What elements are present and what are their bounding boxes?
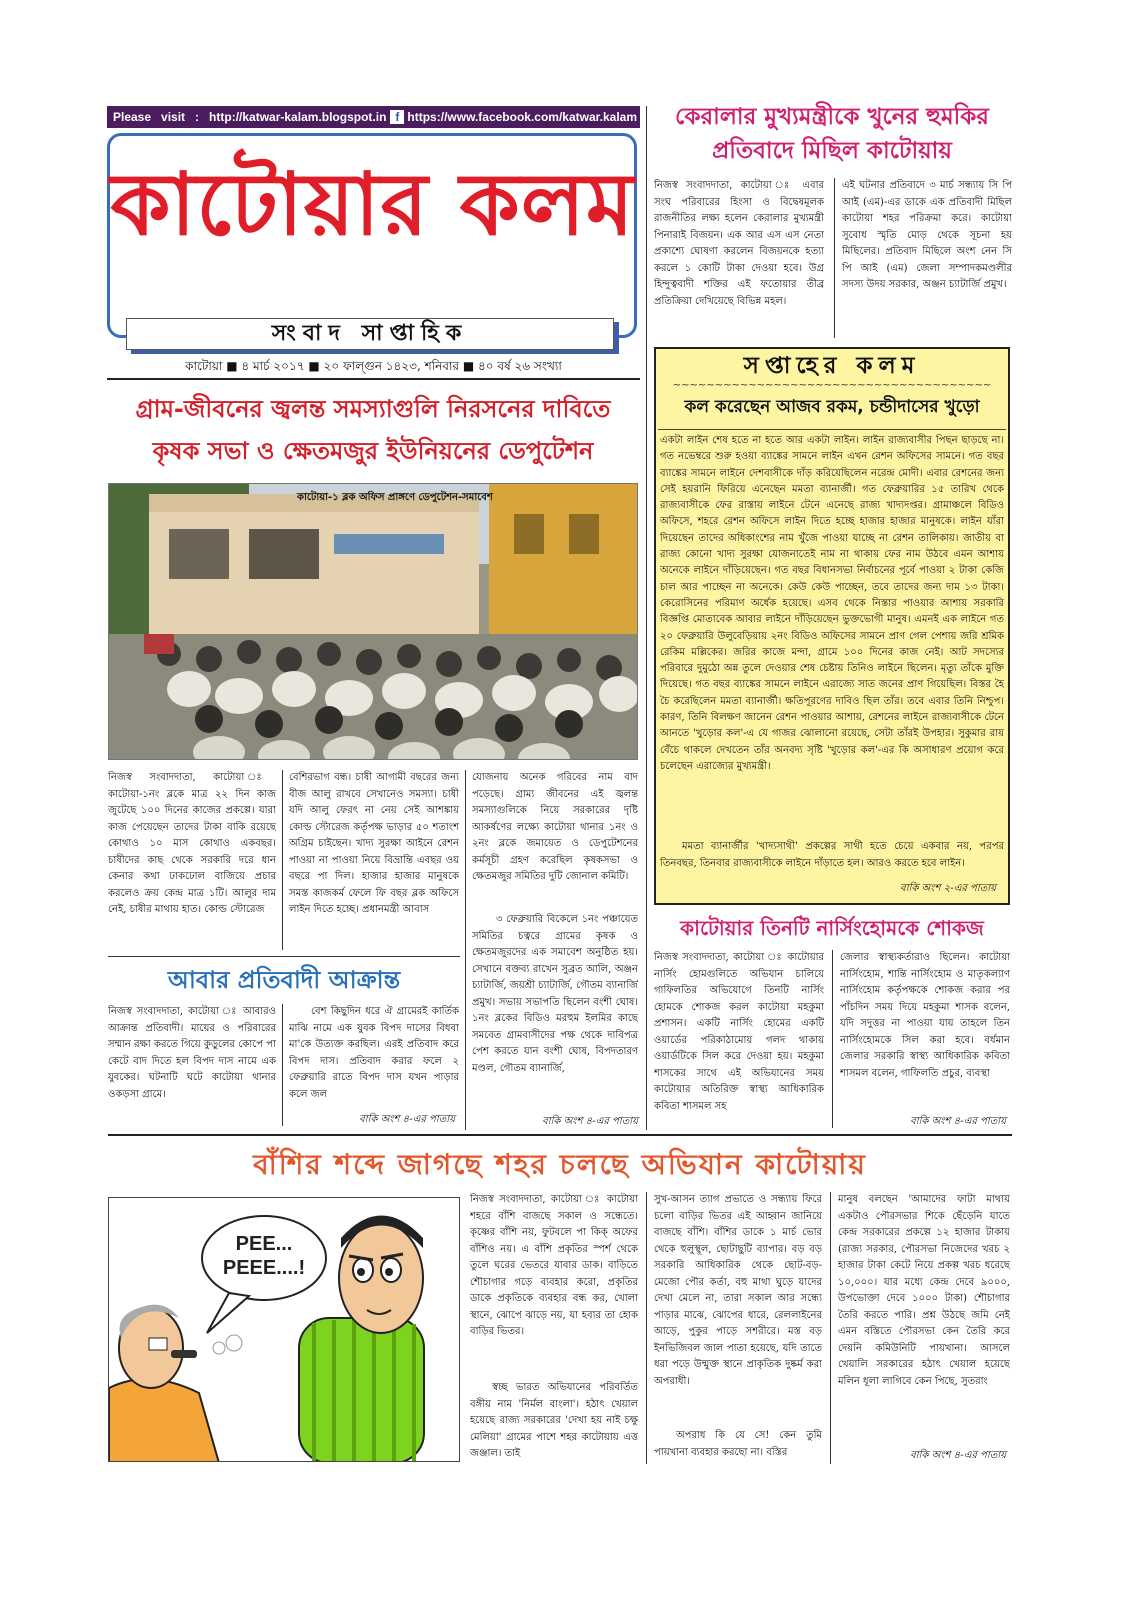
whistle-headline: বাঁশির শব্দে জাগছে শহর চলছে অভিযান কাটোয়ায় (253, 1148, 867, 1181)
whistle-column-2b: অপরাধ কি যে সে! কেন তুমি পায়খানা ব্যবহার করছো না। বস্তির (654, 1430, 822, 1458)
nursing-column-2: জেলার স্বাস্থ্যকর্তারাও ছিলেন। কাটোয়া নার্সিংহোম, শান্তি নার্সিংহোম ও মাতৃকল্যাণ নার্সিংহোম কর্তৃপক্ষকে শোকজ করার পর পাঁচদিন সময় দিয়ে মহকুমা শাসক বলেন, যদি সদুত্তর না পাওয়া যায় তাহলে তিন নার্সিংহোমকে সিল করা হবে। বর্ধমান জেলার সরকারি স্বাস্থ্য আধিকারিক কবিতা শাসমল বলেন, গাফিলতি প্রচুর, ব্যবস্থা (840, 952, 1010, 1079)
cartoon-illustration (109, 1198, 460, 1462)
whistle-column-2a: সুখ-আসন ত্যাগ প্রভাতে ও সন্ধ্যায় ফিরে চলো বাড়ির ভিতর এই আহ্বান জানিয়ে বাজছে বাঁশি। বাঁশির ডাকে ১ মার্চ ভোর থেকে হুলুস্থূল, ছোটাছুটি ব্যাপার। বড় বড় সরকারি আধিকারিক থেকে ছোট-বড়- মেজো পৌর কর্তা, বহু মাথা ঘুড়ে যাদের দেখা মেলে না, তারা সকাল আর সন্ধ্যে পাড়ার মাঝে, ঝোপের ধারে, রেললাইনের আড়ে, পুকুর পাড়ে সশরীরে। মস্ত বড় ইনভিজিবল জাল পাতা হয়েছে, যদি তাতে ধরা পড়ে উন্মুক্ত স্থানে প্রাকৃতিক দুষ্কর্ম করা অপরাধী। (654, 1194, 822, 1387)
deputation-column-3b: ৩ ফেব্রুয়ারি বিকেলে ১নং পঞ্চায়েত সমিতির চত্বরে গ্রামের কৃষক ও ক্ষেতমজুরদের এক সমাবেশ অনুষ্ঠিত হয়। সেখানে বক্তব্য রাখেন সুব্রত আলি, অঞ্জন চ্যাটার্জি, জয়শ্রী চ্যাটার্জি, গৌতম ব্যানার্জি প্রমুখ। সভায় সভাপতি ছিলেন বংশী ঘোষ। ১নং ব্লকের বিডিও মরহুম ইলমির কাছে সমবেত গ্রামবাসীদের পক্ষ থেকে দাবিপত্র পেশ করতে যান বংশী ঘোষ, বিপদতারণ মণ্ডল, গৌতম ব্যানার্জি, (472, 914, 638, 1074)
section-rule (108, 956, 460, 957)
kerala-column-2: এই ঘটনার প্রতিবাদে ৩ মার্চ সন্ধ্যায় সি পি আই (এম)-এর ডাকে এক প্রতিবাদী মিছিল কাটোয়া শহর পরিক্রমা করে। কাটোয়া সুবোধ স্মৃতি মোড় থেকে সূচনা হয় মিছিলের। প্রতিবাদ মিছিলে অংশ নেন সি পি আই (এম) জেলা সম্পাদকমণ্ডলীর সদস্য উদয় সরকার, অঞ্জন চ্যাটার্জি প্রমুখ। (842, 180, 1012, 290)
dateline: কাটোয়া ■ ৪ মার্চ ২০১৭ ■ ২০ ফাল্গুন ১৪২৩, শনিবার ■ ৪০ বর্ষ ২৬ সংখ্যা (185, 359, 562, 373)
website-banner (107, 106, 640, 128)
weekly-column-body: একটা লাইন শেষ হতে না হতে আর একটা লাইন। লাইন রাজ্যবাসীর পিছন ছাড়ছে না। গত নভেম্বরে শুরু হওয়া ব্যাঙ্কের সামনে লাইন এখন রেশন অফিসের সামনে। গত বছর ব্যাঙ্কের সামনে লাইনে দেশবাসীকে দাঁড় করিয়েছিলেন নরেন্দ্র মোদী। এবার রেশনের জন্য সেই হয়রানি ফিরিয়ে এনেছেন মমতা ব্যানার্জী। গত ফেব্রুয়ারির ১৫ তারিখ থেকে রাজ্যবাসীকে ফের রাস্তায় লাইনে টেনে এনেছে রাজ্য খাদ্যদপ্তর। গ্রামাঞ্চলে বিডিও অফিসে, শহরে রেশন অফিসে লাইন দিতে হচ্ছে হাজার হাজার মানুষকে। লাইন যাঁরা দিয়েছেন তাদের অধিকাংশের নাম খুঁজে পাওয়া যাচ্ছে না রেশন তালিকায়। জাতীয় বা রাজ্য কোনো খাদ্য সুরক্ষা যোজনাতেই নাম না থাকায় ফের নাম উঠবে এমন আশায় অনেকে লাইনে দাঁড়িয়েছেন। গত বছর বিধানসভা নির্বাচনের পূর্বে পাওয়া ২ টাকা কেজি চাল আর পাচ্ছেন না অনেকে। কেউ কেউ পাচ্ছেন, তবে তাদের জন্য দাম ১৩ টাকা। কেরোসিনের পরিমাণ অর্ধেক হয়েছে। এসব থেকে নিস্তার পাওয়ার আশায় সরকারি বিজ্ঞপ্তি মোতাবেক আবার লাইনে দাঁড়িয়েছেন ভুক্তভোগী মানুষ। এমনই এক লাইনে গত ২০ ফেব্রুয়ারি উলুবেড়িয়ায় ২নং বিডিও অফিসের সামনে প্রাণ গেল পেশায় জরি শ্রমিক রেকিম মল্লিকের। জরির কাজে মন্দা, গ্রামে ১০০ দিনের কাজ নেই। আট সদস্যের পরিবারে দুমুঠো অন্ন তুলে দেওয়ার শেষ চেষ্টায় তিনিও লাইনে ছিলেন। মৃত্যু তাঁকে মুক্তি দিয়েছে। গত বছর ব্যাঙ্কের সামনে লাইনে এরাজ্যে সাত জনের প্রাণ গিয়েছিল। বিস্তর হৈ চৈ করেছিলেন মমতা ব্যানার্জী। ক্ষতিপূরণের দাবিও ছিল তাঁর। তবে এবার তিনি নিশ্চুপ। কারণ, তিনি বিলক্ষণ জানেন রেশন পাওয়ার আশায়, রেশনের লাইনে রাজ্যবাসীকে টেনে আনতে 'খুড়োর কল'-এ যে গাজর ঝোলানো রয়েছে, সেটা তাঁরই উপহার। সুকুমার রায় বেঁচে থাকলে দেখতেন তাঁর অনবদ্য সৃষ্টি 'খুড়োর কল'-এর কি অসাধারণ প্রয়োগ করে চলেছেন এরাজ্যের মুখ্যমন্ত্রী। (660, 435, 1004, 772)
nursing-column-1: নিজস্ব সংবাদদাতা, কাটোয়া ঃ কাটোয়ার নার্সিং হোমগুলিতে অভিযান চালিয়ে গাফিলতির অভিযোগে তিনটি নার্সিং হোমকে শোকজ করল কাটোয়া মহকুমা প্রশাসন। একটি নার্সিং হোমের একটি ওয়ার্ডের পরিকাঠামোয় গলদ থাকায় ওয়ার্ডটিকে সিল করে দেওয়া হয়। মহকুমা শাসকের সাথে এই অভিযানের সময় কাটোয়ার অতিরিক্ত স্বাস্থ্য আধিকারিক কবিতা শাসমল সহ (654, 952, 824, 1112)
column-divider (832, 950, 833, 1128)
deputation-column-1: নিজস্ব সংবাদদাতা, কাটোয়া ঃ কাটোয়া-১নং ব্লকে মাত্র ২২ দিন কাজ জুটেছে ১০০ দিনের কাজের প্রকল্পে। যারা কাজ পেয়েছেন তাদের টাকা বাকি রয়েছে কোথাও ১০ মাস কোথাও একবছর। চাষীদের কাছ থেকে সরকারি দরে ধান কেনার কথা ঢাকঢোল বাজিয়ে প্রচার করলেও ক্রয় কেন্দ্র মাত্র ১টি। আলুর দাম নেই, চাষীর মাথায় হাত। কোল্ড স্টোরেজ (108, 772, 276, 915)
page-column-divider (646, 106, 647, 1130)
deputation-headline (108, 388, 638, 472)
column-divider (282, 770, 283, 950)
whistle-cartoon (108, 1197, 460, 1462)
blog-link[interactable]: Please visit : http://katwar-kalam.blogspot.in (113, 110, 387, 124)
column-divider (465, 770, 466, 1130)
kerala-headline (652, 100, 1012, 168)
deputation-column-2: বেশিরভাগ বন্ধ। চাষী আগামী বছরের জন্য বীজ আলু রাখবে সেখানেও সমস্যা। চাষী যদি আলু ফেরৎ না নেয় সেই আশঙ্কায় কোল্ড স্টোরেজ কর্তৃপক্ষ ভাড়ার ৫০ শতাংশ অগ্রিম চাইছেন। খাদ্য সুরক্ষা আইনে রেশন পাওয়া না পাওয়া নিয়ে বিভ্রান্তি এবছর ওয় বছরে পা দিল। হাজার হাজার মানুষকে সমস্ত কাজকর্ম ফেলে ফি বছর ব্লক অফিসে লাইন দিতে হচ্ছে। প্রধানমন্ত্রী আবাস (289, 772, 459, 915)
cartoon-bubble-line1: PEE... (235, 1233, 293, 1255)
column-divider (830, 1192, 831, 1464)
crowd-photo-illustration (109, 484, 638, 760)
weekly-column-headline: কল করেছেন আজব রকম, চন্ডীদাসের খুড়ো (684, 397, 980, 417)
column-divider (646, 1192, 647, 1464)
section-rule (108, 1134, 1012, 1136)
weekly-column-jump: বাকি অংশ ২-এর পাতায় (900, 883, 996, 894)
weekly-column-rule (658, 429, 1006, 430)
photo-caption: কাটোয়া-১ ব্লক অফিস প্রাঙ্গণে ডেপুটেশন-সমাবেশ (297, 492, 493, 503)
whistle-column-1a: নিজস্ব সংবাদদাতা, কাটোয়া ঃ কাটোয়া শহরে বাঁশি বাজছে সকাল ও সন্ধেতে। কৃষ্ণের বাঁশি নয়, ফুটবলে পা কিক্ অফের বাঁশিও নয়। এ বাঁশি প্রকৃতির স্পর্শ থেকে তুলে ঘরের ভেতরে যাবার ডাক। বাড়িতে শৌচাগার গড়ে ব্যবহার করো, প্রকৃতির ডাকে প্রকৃতিকে ব্যবহার বন্ধ কর, খোলা স্থানে, ঝোপে ঝাড়ে নয়, যা হবার তা হোক বাড়ির ভিতর। (470, 1194, 638, 1337)
kerala-column-1: নিজস্ব সংবাদদাতা, কাটোয়া ঃ এবার সংঘ পরিবারের হিংসা ও বিদ্বেষমূলক রাজনীতির লক্ষ্য হলেন কেরালার মুখ্যমন্ত্রী পিনারাই বিজয়ন। এক আর এস এস নেতা প্রকাশ্যে ঘোষণা করলেন বিজয়নকে হত্যা করলে ১ কোটি টাকা দেওয়া হবে। উগ্র হিন্দুত্ববাদী শক্তির এই ফতোয়ার তীব্র প্রতিক্রিয়া দেখিয়েছে বিভিন্ন মহল। (654, 180, 824, 307)
column-divider (834, 178, 835, 338)
facebook-icon: f (390, 110, 404, 124)
nursing-jump: বাকি অংশ ৪-এর পাতায় (910, 1116, 1006, 1127)
whistle-column-1b: স্বচ্ছ ভারত অভিযানের পরিবর্তিত বঙ্গীয় নাম 'নির্মল বাংলা'। হঠাৎ খেয়াল হয়েছে রাজ্য সরকারের 'দেখা হয় নাই চক্ষু মেলিয়া' গ্রামের পাশে শহর কাটোয়ায় এত্ত জঞ্জাল। তাই (470, 1382, 638, 1459)
deputation-jump: বাকি অংশ ৪-এর পাতায় (542, 1116, 638, 1127)
weekly-column-box (654, 347, 1010, 905)
kerala-headline-line2: প্রতিবাদে মিছিল কাটোয়ায় (712, 138, 952, 164)
column-divider (282, 1004, 283, 1126)
cartoon-bubble-line2: PEEE....! (222, 1257, 306, 1279)
deputation-headline-line2: কৃষক সভা ও ক্ষেতমজুর ইউনিয়নের ডেপুটেশন (152, 437, 594, 465)
attack-headline: আবার প্রতিবাদী আক্রান্ত (167, 966, 401, 994)
whistle-jump: বাকি অংশ ৪-এর পাতায় (910, 1450, 1006, 1461)
weekly-column-title: সপ্তাহের কলম (743, 353, 921, 379)
attack-column-2: বেশ কিছুদিন ধরে ঐ গ্রামেরই কার্তিক মাঝি নামে এক যুবক বিপদ দাসের বিধবা মা'কে উত্যক্ত করছিল। এরই প্রতিবাদ করে বিপদ দাস। প্রতিবাদ করার ফলে ২ ফেব্রুয়ারি রাতে বিপদ দাস যখন পাড়ার কলে জল (289, 1006, 459, 1100)
nursing-headline: কাটোয়ার তিনটি নার্সিংহোমকে শোকজ (680, 916, 984, 940)
newspaper-title: কাটোয়ার কলম (110, 155, 635, 255)
whistle-column-3: মানুষ বলছেন 'আমাদের ফাটা মাথায় একটাও পৌরসভার শিকে ছেঁড়েনি যাতে কেন্দ্র সরকারের প্রকল্পে ১২ হাজার টাকায় (রাজ্য সরকার, পৌরসভা নিজেদের খরচ ২ হাজার টাকা কেটে নিয়ে প্রকল্প খরচ ধরেছে ১০,০০০। যার মধ্যে কেন্দ্র দেবে ৯০০০, উপভোক্তা দেবে ১০০০ টাকা) শৌচাগার তৈরি করতে পারি। প্রশ্ন উঠছে জমি নেই এমন বস্তিতে পৌরসভা কেন তৈরি করে দেয়নি কমিউনিটি পায়খানা। আসলে খেয়ালি সরকারের হঠাৎ খেয়াল হয়েছে মলিন ধূলা লাগিবে কেন পিছে, সুতরাং (838, 1194, 1010, 1387)
attack-jump: বাকি অংশ ৪-এর পাতায় (359, 1114, 455, 1125)
weekly-column-tail: মমতা ব্যানার্জীর 'খাদ্যসাথী' প্রকল্পের সাথী হতে চেয়ে একবার নয়, পরপর তিনবছর, তিনবার রাজ্যবাসীকে লাইনে দাঁড়াতে হল। আরও করতে হবে লাইন। (660, 841, 1004, 869)
facebook-link[interactable]: https://www.facebook.com/katwar.kalam (407, 110, 638, 124)
newspaper-subtitle: সংবাদ সাপ্তাহিক (126, 318, 614, 350)
attack-column-1: নিজস্ব সংবাদদাতা, কাটোয়া ঃ আবারও আক্রান্ত প্রতিবাদী। মায়ের ও পরিবারের সম্মান রক্ষা করতে গিয়ে কুড়ুলের কোপে পা কেটে বাদ দিতে হল বিপদ দাস নামে এক যুবকের। ঘটনাটি ঘটে কাটোয়া থানার ওকড়সা গ্রামে। (108, 1006, 276, 1100)
squiggle-divider: ~~~~~~~~~~~~~~~~~~~~~~~~~~~~~~~~~~~~~~ (672, 381, 992, 391)
deputation-headline-line1: গ্রাম-জীবনের জ্বলন্ত সমস্যাগুলি নিরসনের দাবিতে (135, 395, 611, 423)
deputation-column-3a: যোজনায় অনেক গরিবের নাম বাদ পড়েছে। গ্রাম্য জীবনের এই জ্বলন্ত সমস্যাগুলিকে নিয়ে সরকারের দৃষ্টি আকর্ষণের লক্ষ্যে কাটোয়া থানার ১নং ও ২নং ব্লকে জমায়েত ও ডেপুটেশনের কর্মসূচী গ্রহণ করেছিল কৃষকসভা ও ক্ষেতমজুর সমিতির দুটি জোনাল কমিটি। (472, 772, 638, 882)
masthead-rule (107, 378, 640, 380)
kerala-headline-line1: কেরালার মুখ্যমন্ত্রীকে খুনের হুমকির (675, 104, 989, 130)
deputation-photo (108, 483, 638, 760)
